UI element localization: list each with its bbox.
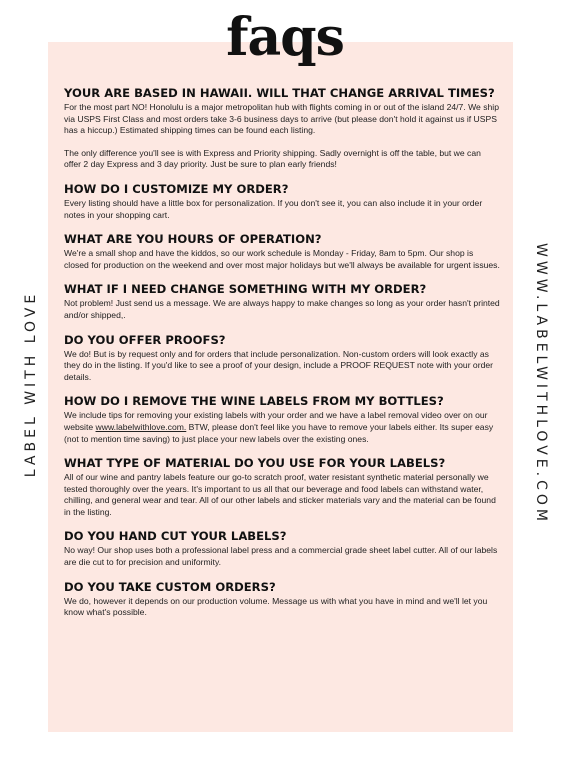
faq-answer: For the most part NO! Honolulu is a major metropolitan hub with flights coming in or out of the island 24/7. We ship via USPS First Class and most orders take 3-6 business days to arrive (but please don't hold it against us if USPS has a hiccup.) Estimated shipping times can be found each listing. — [64, 102, 499, 136]
faq-list — [64, 86, 500, 630]
faq-item-custom-orders — [64, 580, 500, 619]
faq-answer: Not problem! Just send us a message. We are always happy to make changes so long as your order hasn't printed and/or shipped,. — [64, 298, 500, 320]
website-side-text: WWW.LABELWITHLOVE.COM — [533, 243, 549, 525]
faq-question: HOW DO I REMOVE THE WINE LABELS FROM MY BOTTLES? — [64, 394, 444, 409]
faq-question: HOW DO I CUSTOMIZE MY ORDER? — [64, 181, 289, 196]
faq-answer: Every listing should have a little box for personalization. If you don't see it, you can also include it in your order notes in your shopping cart. — [64, 197, 483, 220]
faq-item-remove-labels — [64, 394, 500, 445]
faq-answer — [64, 410, 500, 445]
brand-side-text: LABEL WITH LOVE — [23, 290, 39, 478]
faq-item-hand-cut — [64, 529, 500, 568]
faq-item-hours — [64, 232, 500, 271]
faq-answer: We're a small shop and have the kiddos, so our work schedule is Monday - Friday, 8am to 5pm. Our shop is closed for production on the weekend and over most major holidays but we'll always be available for urgent issues. — [64, 248, 500, 270]
faq-answer: All of our wine and pantry labels feature our go-to scratch proof, water resistant synthetic material personally we tested thoroughly over the years. It's important to us all that our beverage and food labels can withstand water, chilling, and general wear and tear. All of our other labels and sticker materials vary and the material can be found in the listing. — [64, 472, 496, 517]
faq-answer-text: BTW, please don't feel like you have to remove your labels either. Its super easy (not to mention time saving) to just place your new labels over the existing ones. — [64, 421, 494, 444]
faq-item-change-order — [64, 282, 500, 321]
faq-question: WHAT ARE YOU HOURS OF OPERATION? — [64, 232, 322, 247]
faq-item-proofs — [64, 333, 500, 384]
faq-question: YOUR ARE BASED IN HAWAII. WILL THAT CHANGE ARRIVAL TIMES? — [64, 86, 495, 100]
faq-answer: The only difference you'll see is with Express and Priority shipping. Sadly overnight is off the table, but we can offer 2 day Express and 3 day priority. Just be sure to plan early friends! — [64, 147, 481, 170]
faq-answer-text: We include tips for removing your existing labels with your order and we have a label removal video over on our website — [64, 410, 488, 432]
faq-question: DO YOU OFFER PROOFS? — [64, 332, 226, 347]
website-link[interactable]: www.labelwithlove.com. — [95, 421, 187, 432]
faq-question: DO YOU TAKE CUSTOM ORDERS? — [64, 579, 276, 594]
page-title: faqs — [226, 7, 344, 68]
faq-question: WHAT TYPE OF MATERIAL DO YOU USE FOR YOUR LABELS? — [64, 456, 446, 471]
faq-answer: We do! But is by request only and for orders that include personalization. Non-custom orders will look exactly as they do in the listing. If you'd like to see a proof of your design, include a PROOF REQUEST note with your order details. — [64, 348, 493, 382]
faq-answer: We do, however it depends on our production volume. Message us with what you have in mind and we'll let you know what's possible. — [64, 595, 488, 618]
faq-answer: No way! Our shop uses both a professional label press and a commercial grade sheet label cutter. All of our labels are die cut to for precision and uniformity. — [64, 545, 498, 568]
faq-question: DO YOU HAND CUT YOUR LABELS? — [64, 529, 287, 544]
faq-item-hawaii-arrival — [64, 86, 500, 171]
faq-item-material — [64, 456, 500, 518]
faq-question: WHAT IF I NEED CHANGE SOMETHING WITH MY ORDER? — [64, 282, 427, 297]
faq-item-customize — [64, 182, 500, 221]
